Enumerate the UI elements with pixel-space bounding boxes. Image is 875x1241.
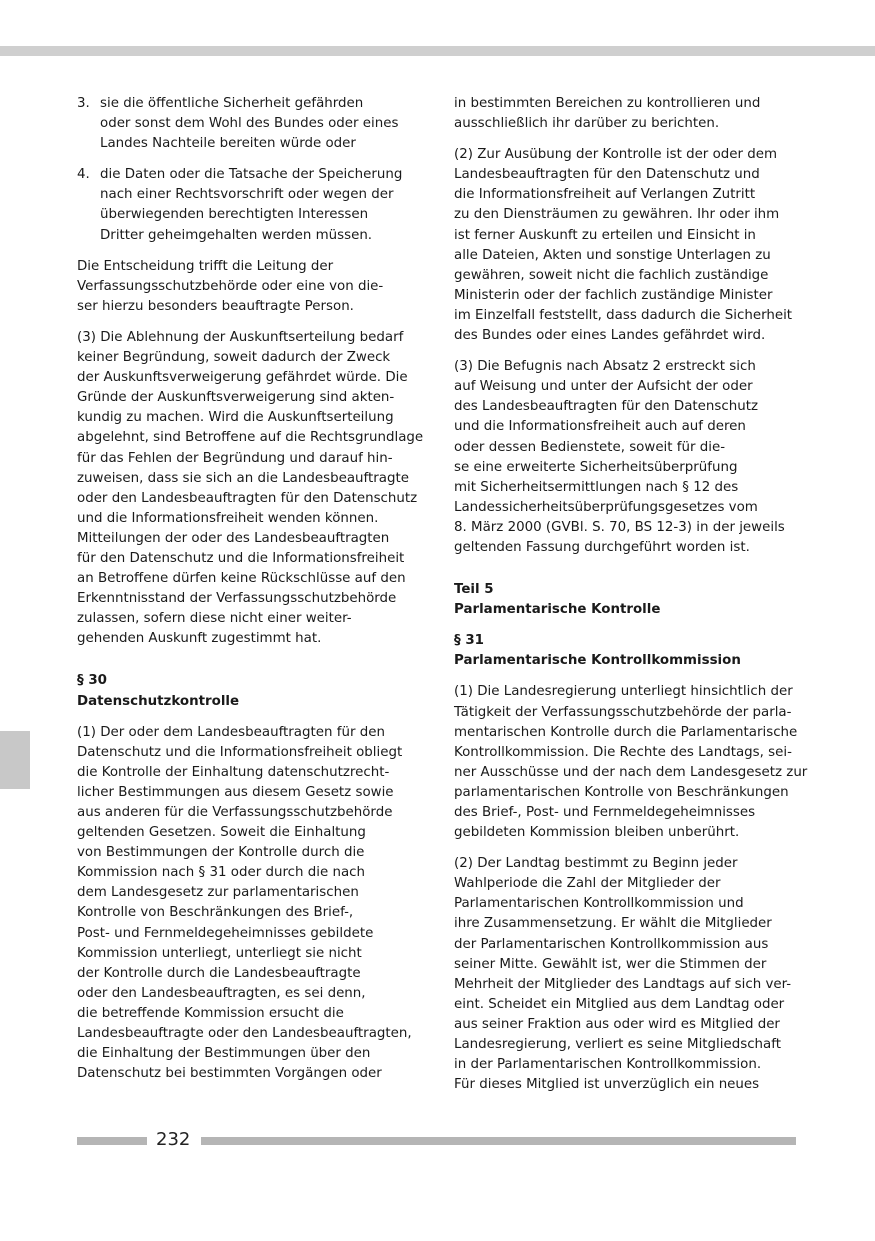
text-line: keiner Begründung, soweit dadurch der Zweck: [77, 350, 391, 366]
text-line: Datenschutz und die Informationsfreiheit obliegt: [77, 744, 403, 760]
section-title: Datenschutzkontrolle: [77, 693, 240, 709]
text-line: der Kontrolle durch die Landesbeauftragte: [77, 965, 361, 981]
text-line: parlamentarischen Kontrolle von Beschränkungen: [454, 784, 789, 800]
text-line: die Einhaltung der Bestimmungen über den: [77, 1046, 371, 1062]
text-line: (3) Die Ablehnung der Auskunftserteilung bedarf: [77, 329, 404, 345]
text-line: die Informationsfreiheit auf Verlangen Zutritt: [454, 187, 756, 203]
text-line: ner Ausschüsse und der nach dem Landesgesetz zur: [454, 764, 808, 780]
text-line: Für dieses Mitglied ist unverzüglich ein neues: [454, 1077, 760, 1093]
part-number: Teil 5: [454, 582, 494, 598]
text-line: abgelehnt, sind Betroffene auf die Rechtsgrundlage: [77, 430, 424, 446]
text-line: Landesregierung, verliert es seine Mitgliedschaft: [454, 1037, 781, 1053]
text-line: seiner Mitte. Gewählt ist, wer die Stimmen der: [454, 956, 767, 972]
text-line: überwiegenden berechtigten Interessen: [100, 207, 369, 223]
paragraph-s30-abs3: [454, 357, 804, 558]
text-line: Die Entscheidung trifft die Leitung der: [77, 258, 334, 274]
text-line: Landesbeauftragten für den Datenschutz und: [454, 167, 760, 183]
text-line: gewähren, soweit nicht die fachlich zuständige: [454, 267, 769, 283]
section-heading-30: [77, 671, 427, 711]
section-number: § 31: [454, 633, 484, 649]
text-line: nach einer Rechtsvorschrift oder wegen der: [100, 187, 394, 203]
text-line: gebildeten Kommission bleiben unberührt.: [454, 825, 740, 841]
text-line: an Betroffene dürfen keine Rückschlüsse auf den: [77, 571, 406, 587]
text-line: licher Bestimmungen aus diesem Gesetz sowie: [77, 784, 394, 800]
text-line: ist ferner Auskunft zu erteilen und Einsicht in: [454, 227, 756, 243]
text-line: Post- und Fernmeldegeheimnisses gebildete: [77, 925, 374, 941]
text-line: und die Informationsfreiheit wenden können.: [77, 510, 379, 526]
text-line: zu den Diensträumen zu gewähren. Ihr oder ihm: [454, 207, 780, 223]
list-item-3: [77, 94, 427, 154]
text-line: für das Fehlen der Begründung und darauf hin-: [77, 450, 393, 466]
section-number: § 30: [77, 673, 107, 689]
text-line: Landes Nachteile bereiten würde oder: [100, 136, 356, 152]
page-number: 232: [156, 1129, 191, 1150]
text-line: zuweisen, dass sie sich an die Landesbeauftragte: [77, 470, 409, 486]
list-item-4: [77, 165, 427, 245]
text-line: Mehrheit der Mitglieder des Landtags auf sich ver-: [454, 976, 792, 992]
text-line: der Auskunftsverweigerung gefährdet würde. Die: [77, 370, 408, 386]
text-line: ihre Zusammensetzung. Er wählt die Mitglieder: [454, 916, 772, 932]
text-line: in der Parlamentarischen Kontrollkommission.: [454, 1057, 762, 1073]
text-line: die Daten oder die Tatsache der Speicherung: [100, 167, 403, 183]
footer-rule-right: [201, 1137, 796, 1145]
text-line: aus anderen für die Verfassungsschutzbehörde: [77, 805, 393, 820]
text-line: Kommission nach § 31 oder durch die nach: [77, 865, 366, 881]
text-line: eint. Scheidet ein Mitglied aus dem Landtag oder: [454, 996, 785, 1012]
text-line: se eine erweiterte Sicherheitsüberprüfung: [454, 459, 738, 475]
text-line: (2) Zur Ausübung der Kontrolle ist der oder dem: [454, 147, 778, 163]
text-line: Erkenntnisstand der Verfassungsschutzbehörde: [77, 591, 397, 607]
section-title: Parlamentarische Kontrollkommission: [454, 653, 741, 669]
paragraph-abs3-auskunft: [77, 328, 427, 650]
text-line: Kontrolle von Beschränkungen des Brief-,: [77, 905, 354, 921]
text-line: von Bestimmungen der Kontrolle durch die: [77, 845, 365, 861]
paragraph-s31-abs2: [454, 854, 804, 1095]
text-line: Mitteilungen der oder des Landesbeauftragten: [77, 530, 390, 546]
paragraph-s30-abs1-continued: [454, 94, 804, 134]
text-line: geltenden Gesetzen. Soweit die Einhaltung: [77, 825, 366, 841]
text-line: in bestimmten Bereichen zu kontrollieren und: [454, 96, 761, 111]
text-line: (2) Der Landtag bestimmt zu Beginn jeder: [454, 856, 738, 872]
text-line: der Parlamentarischen Kontrollkommission aus: [454, 936, 769, 952]
paragraph-s30-abs2: [454, 145, 804, 346]
part-title: Parlamentarische Kontrolle: [454, 602, 661, 618]
text-line: geltenden Fassung durchgeführt worden ist.: [454, 539, 750, 555]
section-heading-31: [454, 631, 804, 671]
text-line: Gründe der Auskunftsverweigerung sind akten-: [77, 390, 395, 406]
text-line: die betreffende Kommission ersucht die: [77, 1005, 344, 1021]
text-line: auf Weisung und unter der Aufsicht der oder: [454, 379, 753, 395]
text-line: oder den Landesbeauftragten, es sei denn,: [77, 985, 366, 1001]
text-line: Parlamentarischen Kontrollkommission und: [454, 896, 744, 912]
text-line: aus seiner Fraktion aus oder wird es Mitglied der: [454, 1016, 780, 1032]
chapter-tab-marker: [0, 731, 30, 789]
text-line: Wahlperiode die Zahl der Mitglieder der: [454, 876, 721, 892]
text-line: Kontrollkommission. Die Rechte des Landtags, sei-: [454, 744, 792, 760]
text-line: des Bundes oder eines Landes gefährdet wird.: [454, 328, 766, 344]
footer-rule-left: [77, 1137, 147, 1145]
text-line: kundig zu machen. Wird die Auskunftserteilung: [77, 410, 394, 426]
text-line: mit Sicherheitsermittlungen nach § 12 des: [454, 479, 739, 495]
text-line: ser hierzu besonders beauftragte Person.: [77, 298, 354, 314]
text-line: oder den Landesbeauftragten für den Datenschutz: [77, 490, 418, 506]
text-line: ausschließlich ihr darüber zu berichten.: [454, 116, 720, 132]
top-rule: [0, 46, 875, 56]
text-line: Dritter geheimgehalten werden müssen.: [100, 227, 373, 243]
text-line: Landesbeauftragte oder den Landesbeauftragten,: [77, 1026, 412, 1042]
text-line: oder sonst dem Wohl des Bundes oder eines: [100, 116, 399, 132]
page-footer: [77, 1128, 796, 1152]
text-line: im Einzelfall feststellt, dass dadurch die Sicherheit: [454, 307, 793, 323]
text-line: Datenschutz bei bestimmten Vorgängen oder: [77, 1066, 382, 1082]
text-line: (3) Die Befugnis nach Absatz 2 erstreckt sich: [454, 359, 756, 375]
text-line: alle Dateien, Akten und sonstige Unterlagen zu: [454, 247, 771, 263]
text-line: sie die öffentliche Sicherheit gefährden: [100, 96, 364, 111]
text-line: für den Datenschutz und die Informationsfreiheit: [77, 550, 405, 566]
paragraph-s31-abs1: [454, 682, 808, 843]
text-line: des Brief-, Post- und Fernmeldegeheimnisses: [454, 805, 756, 820]
text-line: Verfassungsschutzbehörde oder eine von die-: [77, 278, 384, 294]
text-line: oder dessen Bedienstete, soweit für die-: [454, 439, 726, 455]
left-column: [77, 94, 427, 1095]
text-line: Tätigkeit der Verfassungsschutzbehörde der parla-: [454, 704, 792, 720]
paragraph-s30-abs1: [77, 723, 427, 1085]
text-line: (1) Der oder dem Landesbeauftragten für den: [77, 724, 385, 740]
text-line: Ministerin oder der fachlich zuständige Minister: [454, 287, 773, 303]
right-column: [454, 94, 808, 1106]
text-line: gehenden Auskunft zugestimmt hat.: [77, 631, 322, 647]
text-line: mentarischen Kontrolle durch die Parlamentarische: [454, 724, 798, 740]
text-line: des Landesbeauftragten für den Datenschutz: [454, 399, 758, 415]
text-line: zulassen, sofern diese nicht einer weiter-: [77, 611, 352, 627]
text-line: und die Informationsfreiheit auch auf deren: [454, 419, 746, 435]
text-line: Landessicherheitsüberprüfungsgesetzes vom: [454, 499, 758, 515]
text-line: die Kontrolle der Einhaltung datenschutzrecht-: [77, 764, 390, 780]
paragraph-entscheidung: [77, 257, 427, 317]
text-line: Kommission unterliegt, unterliegt sie nicht: [77, 945, 362, 961]
list-number: 3.: [77, 96, 90, 111]
part-heading-teil5: [454, 580, 804, 620]
text-line: (1) Die Landesregierung unterliegt hinsichtlich der: [454, 684, 793, 700]
list-number: 4.: [77, 167, 90, 183]
text-line: 8. März 2000 (GVBl. S. 70, BS 12-3) in der jeweils: [454, 519, 785, 535]
text-line: dem Landesgesetz zur parlamentarischen: [77, 885, 359, 901]
